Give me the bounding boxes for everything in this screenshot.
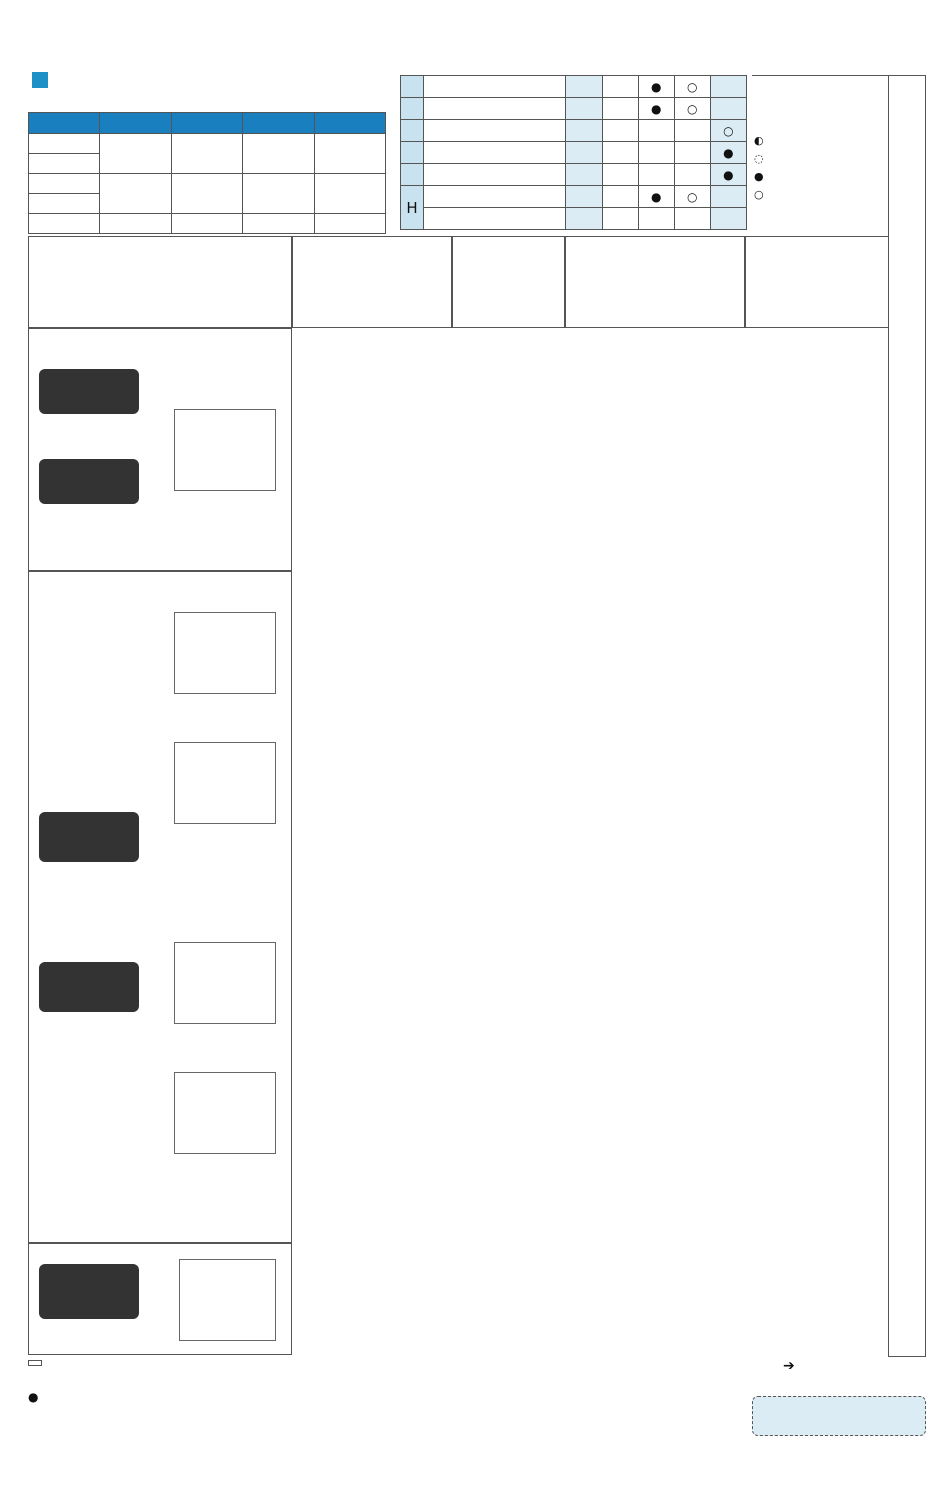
insert-drawing — [179, 1259, 276, 1341]
holder-header — [745, 236, 889, 328]
material-code: H — [401, 186, 424, 230]
dims-h — [243, 134, 314, 174]
insert-drawing — [174, 612, 276, 694]
material-name — [424, 208, 566, 230]
insert-photo — [39, 812, 139, 862]
material-code — [401, 76, 424, 98]
material-name — [424, 164, 566, 186]
dims-a — [100, 174, 171, 214]
dims-d — [314, 214, 385, 234]
dims-a — [100, 214, 171, 234]
dims-l — [171, 134, 242, 174]
dims-model — [29, 174, 100, 194]
insert-drawing — [174, 409, 276, 491]
grade-header — [565, 236, 745, 328]
dims-model — [29, 154, 100, 174]
legend-item: ○ — [754, 188, 764, 201]
material-name — [424, 120, 566, 142]
footnote — [28, 1360, 42, 1366]
dims-header — [452, 236, 565, 328]
dims-header-l — [171, 113, 242, 134]
package-note — [752, 1396, 926, 1436]
cutting-conditions[interactable]: ➔ — [783, 1358, 795, 1374]
legend-item: ● — [754, 170, 764, 183]
dims-model — [29, 134, 100, 154]
material-name — [424, 142, 566, 164]
dims-header-a — [100, 113, 171, 134]
material-code — [401, 120, 424, 142]
dims-model — [29, 214, 100, 234]
dims-h — [243, 174, 314, 214]
insert-photo — [39, 459, 139, 504]
dims-d — [314, 134, 385, 174]
insert-drawing — [174, 742, 276, 824]
dims-l — [171, 214, 242, 234]
material-name — [424, 98, 566, 120]
material-code — [401, 164, 424, 186]
reference-page-column — [888, 75, 926, 1357]
dims-h — [243, 214, 314, 234]
dims-header-d — [314, 113, 385, 134]
material-code — [401, 98, 424, 120]
dims-l — [171, 174, 242, 214]
material-name — [424, 186, 566, 208]
dims-header-h — [243, 113, 314, 134]
material-code — [401, 142, 424, 164]
insert-photo — [39, 369, 139, 414]
insert-photo — [39, 1264, 139, 1319]
dimension-table — [28, 112, 386, 234]
shape-header — [28, 236, 292, 328]
model-header — [292, 236, 452, 328]
dims-header-model — [29, 113, 100, 134]
stock-legend: ● — [28, 1390, 39, 1404]
insert-drawing — [174, 942, 276, 1024]
insert-drawing — [174, 1072, 276, 1154]
insert-photo — [39, 962, 139, 1012]
legend-item: ◐ — [754, 134, 764, 147]
shape-block-c — [28, 328, 292, 571]
dims-model — [29, 194, 100, 214]
dims-d — [314, 174, 385, 214]
material-name — [424, 76, 566, 98]
material-table: ● ○ ● ○ ○ ● ● H ● ○ — [400, 75, 747, 230]
legend-item: ◌ — [754, 152, 764, 165]
shape-block-de — [28, 571, 292, 1243]
title-square — [32, 72, 48, 88]
legend-box — [752, 75, 889, 239]
dims-a — [100, 134, 171, 174]
shape-block-round — [28, 1243, 292, 1355]
